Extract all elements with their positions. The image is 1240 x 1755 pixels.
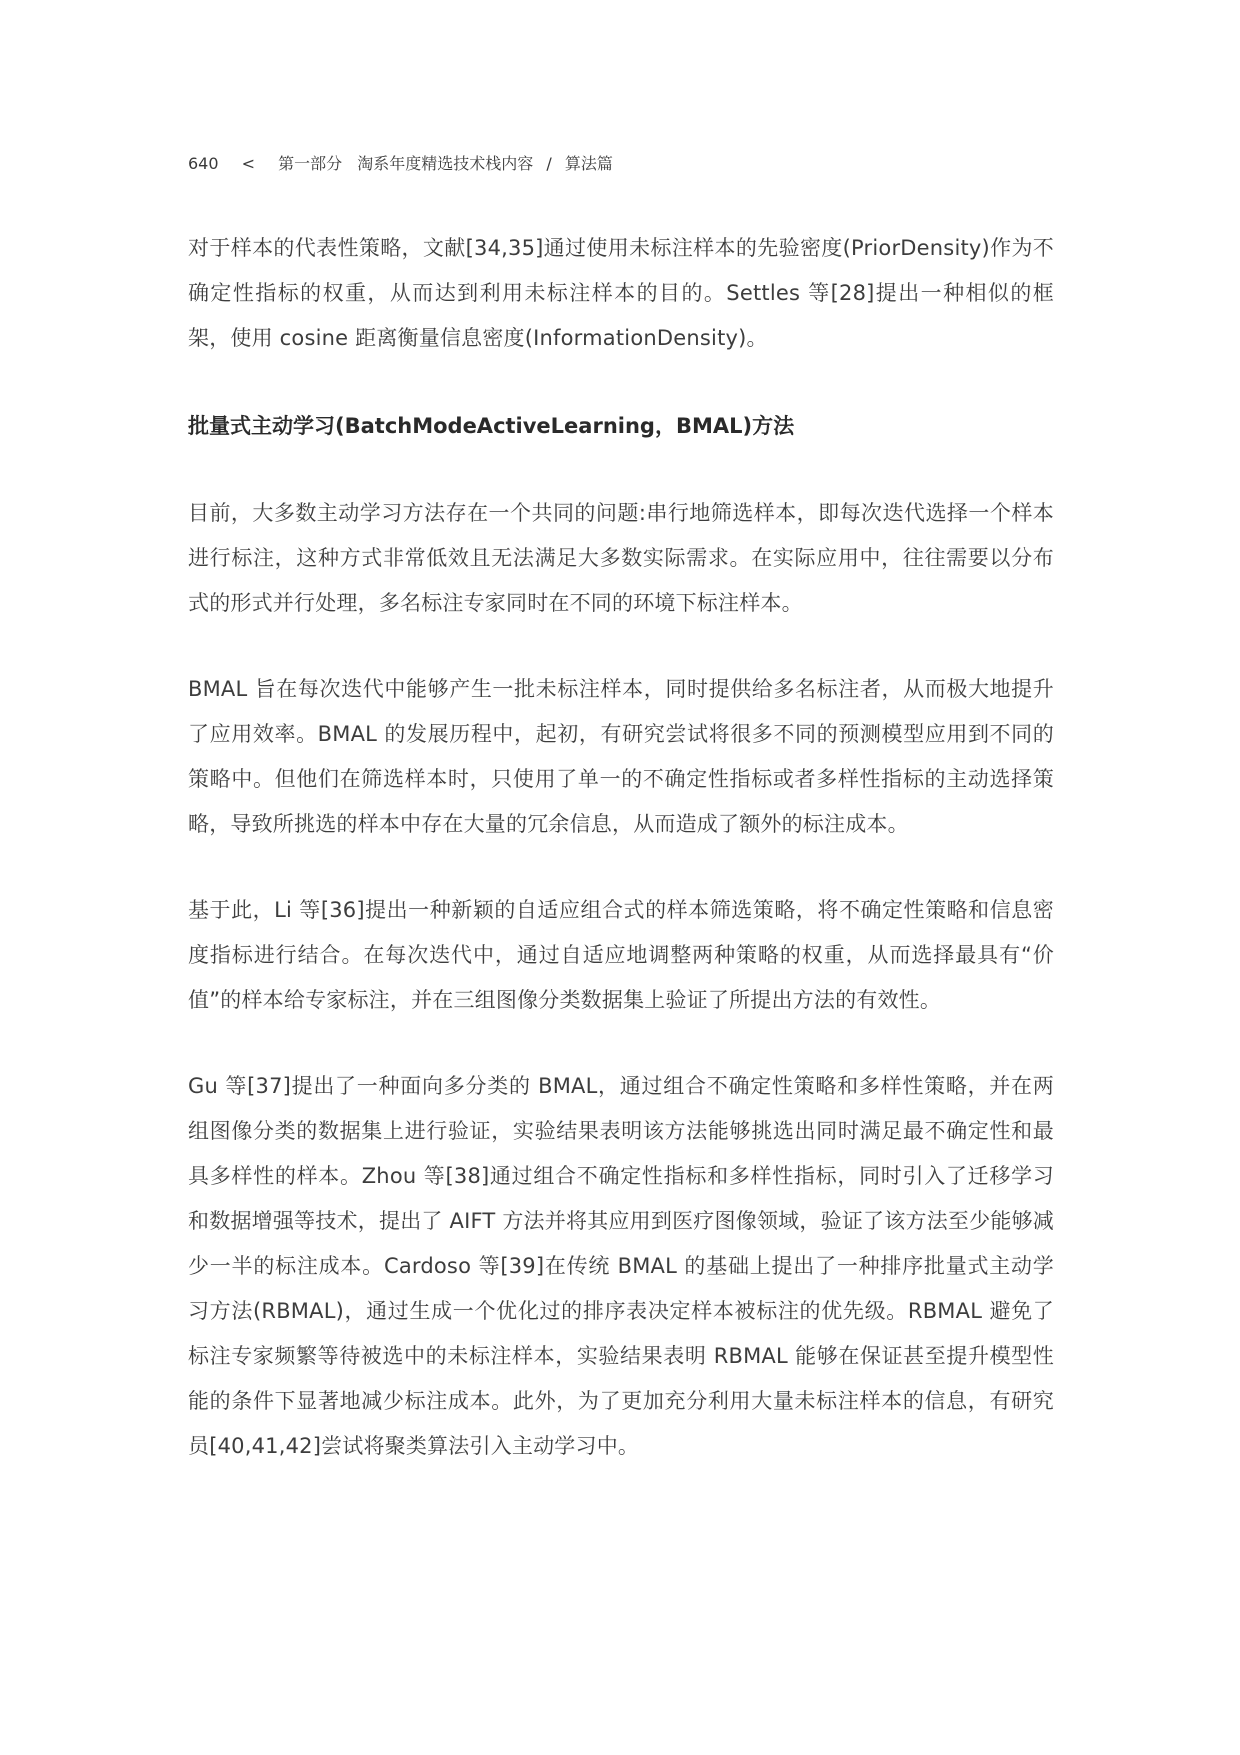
running-header xyxy=(188,152,613,176)
paragraph-representative-strategy: 对于样本的代表性策略，文献[34,35]通过使用未标注样本的先验密度(PriorDensity)作为不确定性指标的权重，从而达到利用未标注样本的目的。Settles 等[28]提出一种相似的框架，使用 cosine 距离衡量信息密度(InformationDensity)。 xyxy=(188,236,1054,350)
paragraph-gu-zhou-cardoso: Gu 等[37]提出了一种面向多分类的 BMAL，通过组合不确定性策略和多样性策略，并在两组图像分类的数据集上进行验证，实验结果表明该方法能够挑选出同时满足最不确定性和最具多样性的样本。Zhou 等[38]通过组合不确定性指标和多样性指标，同时引入了迁移学习和数据增强等技术，提出了 AIFT 方法并将其应用到医疗图像领域，验证了该方法至少能够减少一半的标注成本。Cardoso 等[39]在传统 BMAL 的基础上提出了一种排序批量式主动学习方法(RBMAL)，通过生成一个优化过的排序表决定样本被标注的优先级。RBMAL 避免了标注专家频繁等待被选中的未标注样本，实验结果表明 RBMAL 能够在保证甚至提升模型性能的条件下显著地减少标注成本。此外，为了更加充分利用大量未标注样本的信息，有研究员[40,41,42]尝试将聚类算法引入主动学习中。 xyxy=(188,1074,1054,1458)
page-number: 640 xyxy=(188,154,219,173)
paragraph-li-adaptive: 基于此，Li 等[36]提出一种新颖的自适应组合式的样本筛选策略，将不确定性策略和信息密度指标进行结合。在每次迭代中，通过自适应地调整两种策略的权重，从而选择最具有“价值”的样本给专家标注，并在三组图像分类数据集上验证了所提出方法的有效性。 xyxy=(188,898,1054,1012)
header-part: 第一部分 xyxy=(278,154,343,173)
header-separator: < xyxy=(241,154,256,173)
paragraph-serial-problem: 目前，大多数主动学习方法存在一个共同的问题:串行地筛选样本，即每次迭代选择一个样本进行标注，这种方式非常低效且无法满足大多数实际需求。在实际应用中，往往需要以分布式的形式并行处理，多名标注专家同时在不同的环境下标注样本。 xyxy=(188,501,1054,615)
paragraph-bmal-intro: BMAL 旨在每次迭代中能够产生一批未标注样本，同时提供给多名标注者，从而极大地提升了应用效率。BMAL 的发展历程中，起初，有研究尝试将很多不同的预测模型应用到不同的策略中。但他们在筛选样本时，只使用了单一的不确定性指标或者多样性指标的主动选择策略，导致所挑选的样本中存在大量的冗余信息，从而造成了额外的标注成本。 xyxy=(188,677,1054,836)
section-heading: 批量式主动学习(BatchModeActiveLearning，BMAL)方法 xyxy=(188,414,795,438)
header-slash: / xyxy=(546,154,552,173)
header-section: 算法篇 xyxy=(564,154,613,173)
header-book-title: 淘系年度精选技术栈内容 xyxy=(357,154,534,173)
body-content xyxy=(188,226,1054,1469)
